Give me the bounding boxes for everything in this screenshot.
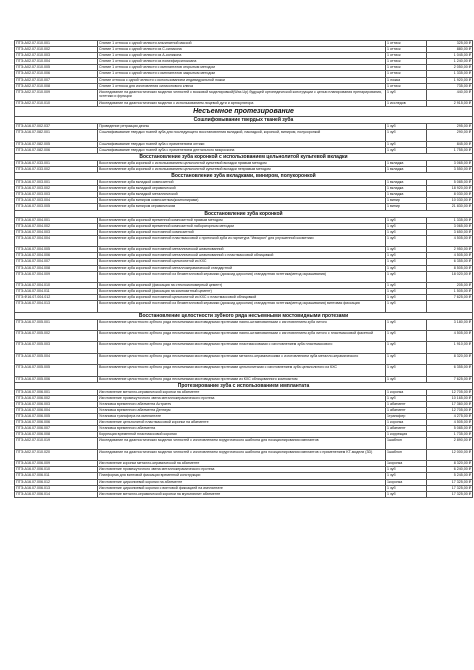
service-unit: 1 зуб [386, 365, 427, 376]
service-price: 18 020,00 ₽ [427, 271, 473, 282]
service-unit: 1 зуб [386, 376, 427, 382]
service-code: ПТЭ-А16.07.004.001 [15, 217, 98, 223]
service-name: Восстановление целостности зубного ряда несъемными мостовидными протезами паяно-штампованными с изготовлением зуба литого с пластмассовой фасеткой [98, 331, 386, 342]
service-price: 21 830,00 ₽ [427, 204, 473, 210]
service-price: 12 000,00 ₽ [427, 449, 473, 460]
service-name: Восстановление зуба коронкой с использованием цельнолитой культевой вкладки прямым методом [98, 160, 386, 166]
service-price: 1 505,00 ₽ [427, 289, 473, 295]
service-unit: 1 зуб [386, 223, 427, 229]
service-unit: 1 зуб [386, 229, 427, 235]
service-code: ПТЭ-А16.07.005.003 [15, 342, 98, 353]
service-unit: 1 зуб [386, 353, 427, 364]
section-heading: Протезирование зуба с использованием имплантата [15, 382, 473, 389]
service-price: 2 950,00 ₽ [427, 247, 473, 253]
price-table-body [15, 41, 473, 498]
service-price: 17 360,00 ₽ [427, 401, 473, 407]
service-code: ПТЭ-А16.07.004.009 [15, 271, 98, 282]
service-name: Изготовление металло-керамической коронки на абатменте [98, 389, 386, 395]
service-name: Сошлифовывание твердых тканей зуба с применением дентального микроскопа [98, 147, 386, 153]
service-name: Восстановление целостности зубного ряда несъемными мостовидными протезами из КХС облицованного композитом [98, 376, 386, 382]
service-unit: 1 зуб [386, 130, 427, 141]
service-name: Восстановление зуба коронкой постоянной металлической штампованной [98, 247, 386, 253]
service-unit: 1 зуб [386, 342, 427, 353]
service-unit: 1 оттиск [386, 47, 427, 53]
service-code: ПТЭ-А16.07.082.006 [15, 147, 98, 153]
price-table [14, 40, 473, 498]
service-price: 845,00 ₽ [427, 141, 473, 147]
service-price: 1 755,00 ₽ [427, 147, 473, 153]
service-price: 6 355,00 ₽ [427, 365, 473, 376]
section-heading-row [15, 117, 473, 124]
table-row [15, 89, 473, 100]
service-code: ПТЭ-А16.07.003.003 [15, 192, 98, 198]
service-unit: 1 коррекция [386, 432, 427, 438]
service-code: ПТЭ-А16.07.006.011 [15, 473, 98, 479]
service-code: ПТЭ-А16.07.006.003 [15, 401, 98, 407]
table-row [15, 319, 473, 330]
service-price: 1 335,00 ₽ [427, 71, 473, 77]
service-name: Исследование на диагностических моделях челюстей с восковой моделировкой(Wax-Up) будущей ортопедической конструкции с целью планирования препарирования, эстетики и функции [98, 89, 386, 100]
service-name: Установка временного абатмента Дентиум [98, 408, 386, 414]
service-name: Исследование на диагностических моделях с использованием лицевой дуги и артикулятора [98, 101, 386, 107]
service-unit: 1 зуб [386, 295, 427, 301]
service-price: 2 890,00 ₽ [427, 438, 473, 449]
service-price: 3 550,00 ₽ [427, 167, 473, 173]
service-price: 12 705,00 ₽ [427, 408, 473, 414]
service-price: 12 705,00 ₽ [427, 389, 473, 395]
service-name: Восстановление целостности зубного ряда несъемными мостовидными протезами пластмассовыми с изготовлением зуба пластмассового [98, 342, 386, 353]
service-code: ПТЭ-А16.07.005.005 [15, 365, 98, 376]
service-price: 4 505,00 ₽ [427, 420, 473, 426]
service-unit: 1 зуб [386, 124, 427, 130]
service-name: Восстановление целостности зубного ряда несъемными мостовидными протезами металло-керамическими с изготовлением зуба металло-керамического [98, 353, 386, 364]
service-price: 7 625,00 ₽ [427, 376, 473, 382]
service-unit: 1 ложка [386, 77, 427, 83]
service-code: ПТЭ-А02.07.010.006 [15, 71, 98, 77]
service-code: ПТЭ-А16.07.006.010 [15, 467, 98, 473]
table-row [15, 449, 473, 460]
main-heading: Несъемное протезирование [15, 107, 473, 117]
service-price: 8 030,00 ₽ [427, 192, 473, 198]
service-price: 3 650,00 ₽ [427, 229, 473, 235]
service-price: 17 325,00 ₽ [427, 485, 473, 491]
service-unit: 1 зуб [386, 265, 427, 271]
service-price: 2 915,00 ₽ [427, 101, 473, 107]
table-row [15, 301, 473, 312]
service-price: 1 920,00 ₽ [427, 77, 473, 83]
service-unit: 1 зуб [386, 235, 427, 246]
section-heading-row [15, 312, 473, 319]
service-price: 440,00 ₽ [427, 89, 473, 100]
service-code: ПТЭ-А02.07.010.003 [15, 53, 98, 59]
service-price: 4 505,00 ₽ [427, 235, 473, 246]
service-unit: 1 зуб [386, 467, 427, 473]
service-price: 1 910,00 ₽ [427, 342, 473, 353]
service-price: 1 045,00 ₽ [427, 53, 473, 59]
service-name: Изготовление металло-керамической коронки на мультиюнит абатменте [98, 491, 386, 497]
service-name: Восстановление зуба коронкой постоянной металлической штампованной с пластмассовой облицовкой [98, 253, 386, 259]
service-code: ПТЭ-А16.07.033.002 [15, 167, 98, 173]
service-code: ПТЭ-А16.07.082.001 [15, 130, 98, 141]
service-name: Восстановление зуба коронкой постоянной композитной [98, 229, 386, 235]
service-price: 3 065,00 ₽ [427, 160, 473, 166]
service-name: Изготовление цельнолитой пластмассовой коронки на абатменте [98, 420, 386, 426]
service-name: Восстановление зуба вкладкой керамической [98, 186, 386, 192]
table-row [15, 331, 473, 342]
service-price: 1 735,00 ₽ [427, 432, 473, 438]
service-price: 5 085,00 ₽ [427, 426, 473, 432]
service-name: Восстановление зуба коронкой постоянной пластмассовой с приточкой зуба из гарнитура "Ивокрил" для улучшенной косметики [98, 235, 386, 246]
service-code: ПТЭ-А16.07.002.037 [15, 124, 98, 130]
service-unit: 1 оттиск [386, 83, 427, 89]
service-unit: 1 зуб [386, 147, 427, 153]
section-heading-row [15, 210, 473, 217]
service-name: Исследование на диагностических моделях челюстей с изготовлением хирургического шаблона для позиционирования имплантов с применением KT-модели (3D) [98, 449, 386, 460]
service-name: Восстановление зуба коронкой постоянной цельнолитой из КХС [98, 259, 386, 265]
service-code: ПТЭ-А16.07.004.010 [15, 283, 98, 289]
section-heading-row [15, 153, 473, 160]
service-code: ПТЭ-А16.07.004.013 [15, 301, 98, 312]
service-unit: 1 зуб [386, 271, 427, 282]
service-name: Восстановление зуба вкладкой композитной [98, 180, 386, 186]
service-name: Изготовление промежуточного звена металлокерамического протеза [98, 467, 386, 473]
table-row [15, 342, 473, 353]
service-name: Восстановление зуба коронкой (фиксация на композитный цемент) [98, 289, 386, 295]
section-heading: Восстановление зуба коронкой с использованием цельнолитой культевой вкладки [15, 153, 473, 160]
service-code: ПТЭ-А16.07.005.004 [15, 353, 98, 364]
service-unit: 1 абатмент [386, 401, 427, 407]
service-code: ПТЭ-А16.07.004.004 [15, 235, 98, 246]
service-price: 1 335,00 ₽ [427, 217, 473, 223]
table-row [15, 353, 473, 364]
service-price: 205,00 ₽ [427, 283, 473, 289]
service-unit: 1 зуб [386, 491, 427, 497]
service-unit: 1трансфер [386, 414, 427, 420]
service-code: ПТЭ-А16.07.004.008 [15, 265, 98, 271]
service-unit: 1 винир [386, 204, 427, 210]
service-code: ПТЭ-А16.07.004.006 [15, 253, 98, 259]
table-row [15, 235, 473, 246]
price-list-document [14, 40, 471, 498]
service-unit: 1коронка [386, 479, 427, 485]
service-unit: 1 зуб [386, 301, 427, 312]
service-name: Изготовление промежуточного звена металлокерамического протеза [98, 395, 386, 401]
service-unit: 1 абатмент [386, 408, 427, 414]
section-heading: Восстановление зуба вкладками, виниром, полукоронкой [15, 173, 473, 180]
service-price: 5 085,00 ₽ [427, 180, 473, 186]
service-code: ПТЭ-А02.07.010.020 [15, 449, 98, 460]
service-code: ПТЭ-А16.07.005.006 [15, 376, 98, 382]
service-name: Установка трансфера на имплантате [98, 414, 386, 420]
service-name: Восстановление зуба коронкой постоянной из безметалловой керамики (диоксид циркония) стандартная эстетика(метод окрашивания) [98, 271, 386, 282]
service-price: 8 505,00 ₽ [427, 265, 473, 271]
service-name: Восстановление зуба коронкой постоянной из безметалловой керамики (диоксид циркония) стандартная эстетика(метод окрашивания) винтовая фиксация [98, 301, 386, 312]
service-name: Проведение ретракции десны [98, 124, 386, 130]
service-price: 6 240,00 ₽ [427, 467, 473, 473]
service-name: Установка временного абатмента [98, 426, 386, 432]
service-unit: 1 абатмент [386, 426, 427, 432]
service-code: ПТЭ-А16.07.006.006 [15, 420, 98, 426]
service-code: ПТЭ-А02.07.010.008 [15, 83, 98, 89]
service-price: 1 240,00 ₽ [427, 59, 473, 65]
service-unit: 1шаблон [386, 449, 427, 460]
service-price: 17 325,00 ₽ [427, 479, 473, 485]
section-heading: Восстановление целостности зубного ряда несъемными мостовидными протезами [15, 312, 473, 319]
service-name: Восстановление зуба коронкой постоянной цельнолитой из КХС с пластмассовой облицовкой [98, 295, 386, 301]
service-price: 4 275,00 ₽ [427, 414, 473, 420]
service-price: 7 625,00 ₽ [427, 295, 473, 301]
service-code: ПТЭ-А02.07.010.002 [15, 47, 98, 53]
service-price: 880,00 ₽ [427, 47, 473, 53]
service-name: Восстановление зуба коронкой (фиксация на стеклоиономерный цемент) [98, 283, 386, 289]
service-code: ПТЭ-А16.07.005.002 [15, 331, 98, 342]
table-row [15, 365, 473, 376]
service-unit: 1 вкладка [386, 180, 427, 186]
service-price: 10 165,00 ₽ [427, 395, 473, 401]
service-price: 18 920,00 ₽ [427, 186, 473, 192]
section-heading: Сошлифовывание твердых тканей зуба [15, 117, 473, 124]
service-code: ПТЭ-А16.07.003.005 [15, 204, 98, 210]
service-code: ПТЭ-Ф16.07.004.012 [15, 295, 98, 301]
service-name: Установка временного абатмента Астратеч [98, 401, 386, 407]
service-unit: 1 зуб [386, 331, 427, 342]
service-code: ПТЭ-А02.07.010.010 [15, 101, 98, 107]
service-unit: 1коронка [386, 461, 427, 467]
service-name: Снятие 1 оттиска с одной челюсти из полиэфирсилоксана [98, 59, 386, 65]
service-unit: 1 оттиск [386, 59, 427, 65]
service-code: ПТЭ-А16.07.004.002 [15, 223, 98, 229]
service-code: ПТЭ-А16.07.005.001 [15, 319, 98, 330]
service-name: Восстановление целостности зубного ряда несъемными мостовидными протезами паяно-штампованными с изготовлением зуба литого [98, 319, 386, 330]
service-unit: 1 зуб [386, 395, 427, 401]
service-unit: 1 оттиск [386, 65, 427, 71]
service-code: ПТЭ-А16.07.006.004 [15, 408, 98, 414]
service-name: Восстановление зуба коронкой постоянной металлокерамической стандартной [98, 265, 386, 271]
table-row [15, 271, 473, 282]
service-price: 17 325,00 ₽ [427, 491, 473, 497]
service-name: Изготовление коронки металло-керамической на абатменте [98, 461, 386, 467]
section-heading: Восстановление зуба коронкой [15, 210, 473, 217]
service-code: ПТЭ-А16.07.006.002 [15, 395, 98, 401]
service-name: Восстановление зуба коронкой с использованием цельнолитой культевой вкладки непрямым методом [98, 167, 386, 173]
service-code: ПТЭ-А02.07.010.007 [15, 77, 98, 83]
service-unit: 1 вкладка [386, 192, 427, 198]
service-price: 3 180,00 ₽ [427, 319, 473, 330]
service-unit: 1 оттиск [386, 41, 427, 47]
service-code: ПТЭ-А16.07.004.007 [15, 259, 98, 265]
service-unit: 1 зуб [386, 319, 427, 330]
service-name: Изготовление циркониевой коронки на абатменте [98, 479, 386, 485]
service-price: 3 065,00 ₽ [427, 223, 473, 229]
service-name: Восстановление зуба вкладкой металлической [98, 192, 386, 198]
service-code: ПТЭ-А16.07.033.001 [15, 160, 98, 166]
service-price: 290,00 ₽ [427, 130, 473, 141]
service-name: Исследование на диагностических моделях челюстей с изготовлением хирургического шаблона для позиционирования имплантов [98, 438, 386, 449]
service-code: ПТЭ-А02.07.010.009 [15, 89, 98, 100]
service-name: Сошлифовывание твердых тканей зуба с применением оптики [98, 141, 386, 147]
service-name: Снятие оттиска с одной челюсти с использованием индивидуальной ложки [98, 77, 386, 83]
service-code: ПТЭ-А16.07.006.001 [15, 389, 98, 395]
service-code: ПТЭ-А16.07.006.008 [15, 432, 98, 438]
service-code: ПТЭ-А16.07.003.004 [15, 198, 98, 204]
service-unit: 1 исследов [386, 101, 427, 107]
service-code: ПТЭ-А16.07.004.003 [15, 229, 98, 235]
service-code: ПТЭ-А16.07.003.001 [15, 180, 98, 186]
service-code: ПТЭ-А02.07.010.019 [15, 438, 98, 449]
service-price: 2 050,00 ₽ [427, 65, 473, 71]
service-price: 8 320,00 ₽ [427, 353, 473, 364]
service-name: Снятие 1 оттиска с одной челюсти из А-силикона [98, 53, 386, 59]
service-name: Коррекция временной пластмассовой коронки [98, 432, 386, 438]
service-price: 4 505,00 ₽ [427, 253, 473, 259]
service-unit: 1 зуб [386, 247, 427, 253]
service-unit: 1 зуб [386, 217, 427, 223]
service-code: ПТЭ-А16.07.006.005 [15, 414, 98, 420]
service-unit: 1 зуб [386, 141, 427, 147]
service-code: ПТЭ-А02.07.010.001 [15, 41, 98, 47]
service-name: Восстановление целостности зубного ряда несъемными мостовидными протезами цельнолитыми с изготовлением зуба цельнолитого из КХС [98, 365, 386, 376]
service-price: 10 030,00 ₽ [427, 198, 473, 204]
service-code: ПТЭ-А16.07.004.005 [15, 247, 98, 253]
service-name: Платформа для винтовой фиксации временной конструкции [98, 473, 386, 479]
service-name: Снятие 1 оттиска с одной челюсти из С-силикона [98, 47, 386, 53]
service-unit: 1 винир [386, 198, 427, 204]
service-name: Снятие 1 оттиска с одной челюсти с имплантатов открытым методом [98, 65, 386, 71]
service-code: ПТЭ-А16.07.006.014 [15, 491, 98, 497]
service-unit: 1 вкладка [386, 160, 427, 166]
service-code: ПТЭ-А02.07.010.005 [15, 65, 98, 71]
service-code: ПТЭ-А02.07.010.004 [15, 59, 98, 65]
service-unit: 1 зуб [386, 289, 427, 295]
service-unit: 1 зуб [386, 283, 427, 289]
service-unit: 1шаблон [386, 438, 427, 449]
service-unit: 1 зуб [386, 485, 427, 491]
main-heading-row [15, 107, 473, 117]
service-code: ПТЭ-А16.07.082.005 [15, 141, 98, 147]
service-unit: 1 зуб [386, 259, 427, 265]
service-code: ПТЭ-А16.07.006.012 [15, 479, 98, 485]
service-name: Восстановление зуба виниром керамическим [98, 204, 386, 210]
service-name: Сошлифовывание твердых тканей зуба для последующего восстановления вкладкой, накладкой, коронкой, виниром, полукоронкой [98, 130, 386, 141]
service-name: Восстановление зуба коронкой временной композитной лабораторным методом [98, 223, 386, 229]
service-unit: 1 коронка [386, 389, 427, 395]
service-unit: 1 коронка [386, 420, 427, 426]
service-name: Снятие 1 оттиска для изготовления силиконового ключа [98, 83, 386, 89]
service-price: 325,00 ₽ [427, 41, 473, 47]
section-heading-row [15, 173, 473, 180]
service-unit: 1 оттиск [386, 71, 427, 77]
service-unit: 1 зуб [386, 253, 427, 259]
service-name: Изготовление циркониевой коронки с винтовой фиксацией на имплантате [98, 485, 386, 491]
service-unit: 1 вкладка [386, 167, 427, 173]
service-code: ПТЭ-А16.07.003.002 [15, 186, 98, 192]
service-code: ПТЭ-А16.07.004.011 [15, 289, 98, 295]
service-name: Снятие 1 оттиска с одной челюсти с имплантатов закрытым методом [98, 71, 386, 77]
service-unit: 1 вкладка [386, 186, 427, 192]
service-code: ПТЭ-А16.07.006.007 [15, 426, 98, 432]
service-unit: 1 зуб [386, 473, 427, 479]
service-price: 735,00 ₽ [427, 83, 473, 89]
service-unit: 1 зуб [386, 89, 427, 100]
service-unit: 1 оттиск [386, 53, 427, 59]
service-name: Восстановление зуба коронкой временной композитной прямым методом [98, 217, 386, 223]
service-price: 5 245,00 ₽ [427, 473, 473, 479]
service-code: ПТЭ-А16.07.006.009 [15, 461, 98, 467]
service-price: 4 505,00 ₽ [427, 331, 473, 342]
service-price [427, 301, 473, 312]
service-price: 8 320,00 ₽ [427, 461, 473, 467]
service-price: 6 355,00 ₽ [427, 259, 473, 265]
table-row [15, 438, 473, 449]
service-code: ПТЭ-А16.07.006.013 [15, 485, 98, 491]
service-name: Снятие 1 оттиска с одной челюсти альгинатной массой [98, 41, 386, 47]
service-price: 295,00 ₽ [427, 124, 473, 130]
table-row [15, 491, 473, 497]
section-heading-row [15, 382, 473, 389]
service-name: Восстановление зуба виниром композитным(компонирами) [98, 198, 386, 204]
table-row [15, 130, 473, 141]
